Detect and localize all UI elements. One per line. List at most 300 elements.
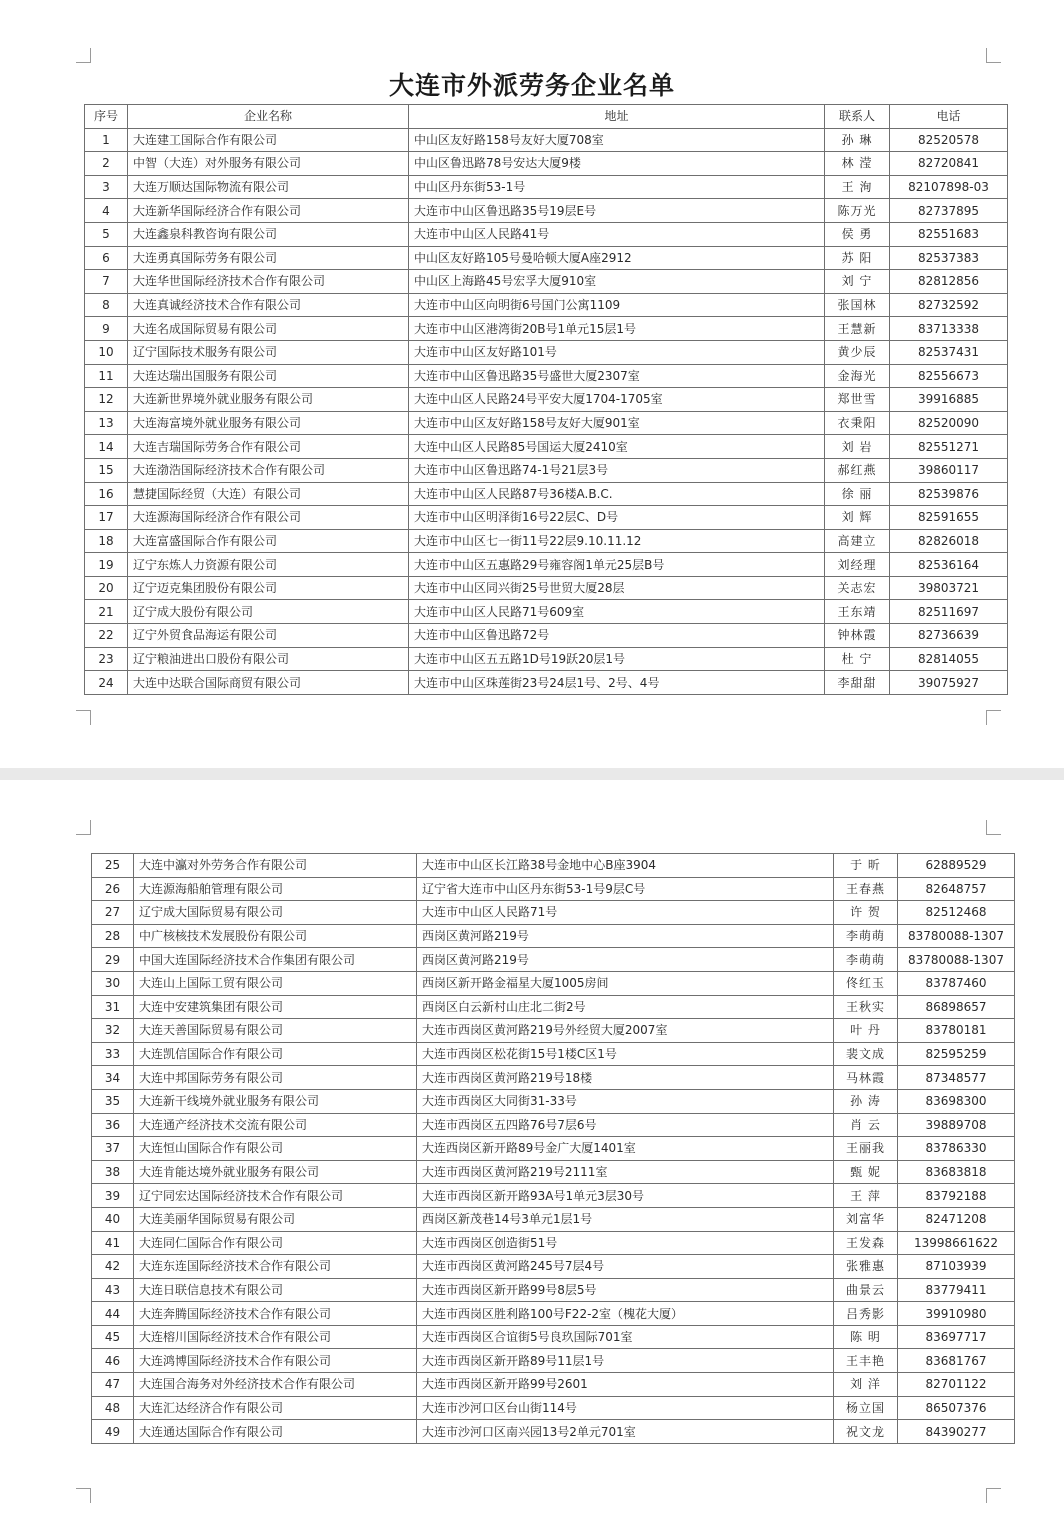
cell-address: 辽宁省大连市中山区丹东街53-1号9层C号: [417, 877, 834, 901]
cell-phone: 83698300: [898, 1089, 1015, 1113]
table-body: [92, 854, 1015, 1444]
cell-company-name: 大连国合海务对外经济技术合作有限公司: [134, 1373, 417, 1397]
table-row: [92, 1160, 1015, 1184]
cell-contact: 祝文龙: [834, 1420, 898, 1444]
cell-phone: 39860117: [890, 458, 1008, 482]
document-page-2: [0, 780, 1064, 1534]
cell-company-name: 大连新干线境外就业服务有限公司: [134, 1089, 417, 1113]
table-row: [92, 1089, 1015, 1113]
cell-contact: 陈 明: [834, 1325, 898, 1349]
table-row: [92, 1373, 1015, 1397]
cell-address: 大连市西岗区松花街15号1楼C区1号: [417, 1042, 834, 1066]
cell-number: 3: [85, 175, 128, 199]
cell-address: 大连中山区人民路85号国运大厦2410室: [409, 435, 825, 459]
cell-company-name: 大连达瑞出国服务有限公司: [128, 364, 409, 388]
cell-number: 47: [92, 1373, 134, 1397]
table-row: [85, 340, 1008, 364]
cell-contact: 李甜甜: [825, 671, 890, 695]
cell-company-name: 大连名成国际贸易有限公司: [128, 317, 409, 341]
cell-phone: 82107898-03: [890, 175, 1008, 199]
page-corner-mark: [986, 48, 1001, 63]
cell-phone: 83780088-1307: [898, 948, 1015, 972]
table-row: [92, 1019, 1015, 1043]
cell-company-name: 辽宁同宏达国际经济技术合作有限公司: [134, 1184, 417, 1208]
cell-company-name: 中广核核技术发展股份有限公司: [134, 924, 417, 948]
cell-company-name: 大连真诚经济技术合作有限公司: [128, 293, 409, 317]
cell-company-name: 辽宁迈克集团股份有限公司: [128, 576, 409, 600]
cell-phone: 83697717: [898, 1325, 1015, 1349]
cell-number: 22: [85, 624, 128, 648]
table-row: [92, 1349, 1015, 1373]
cell-phone: 83683818: [898, 1160, 1015, 1184]
cell-address: 大连市中山区珠莲街23号24层1号、2号、4号: [409, 671, 825, 695]
cell-contact: 叶 丹: [834, 1019, 898, 1043]
cell-address: 中山区鲁迅路78号安达大厦9楼: [409, 152, 825, 176]
cell-number: 1: [85, 128, 128, 152]
cell-phone: 82814055: [890, 647, 1008, 671]
cell-contact: 刘 宁: [825, 270, 890, 294]
cell-number: 49: [92, 1420, 134, 1444]
cell-company-name: 辽宁成大国际贸易有限公司: [134, 901, 417, 925]
cell-company-name: 大连源海船舶管理有限公司: [134, 877, 417, 901]
cell-phone: 82471208: [898, 1207, 1015, 1231]
cell-company-name: 辽宁外贸食品海运有限公司: [128, 624, 409, 648]
cell-address: 中山区友好路158号友好大厦708室: [409, 128, 825, 152]
cell-address: 大连市西岗区新开路99号2601: [417, 1373, 834, 1397]
table-row: [92, 1042, 1015, 1066]
cell-phone: 87348577: [898, 1066, 1015, 1090]
cell-number: 32: [92, 1019, 134, 1043]
table-row: [92, 1184, 1015, 1208]
cell-contact: 马林霞: [834, 1066, 898, 1090]
cell-phone: 82812856: [890, 270, 1008, 294]
cell-contact: 王秋实: [834, 995, 898, 1019]
cell-company-name: 大连日联信息技术有限公司: [134, 1278, 417, 1302]
cell-contact: 佟红玉: [834, 971, 898, 995]
cell-address: 大连市西岗区黄河路219号2111室: [417, 1160, 834, 1184]
cell-address: 大连市西岗区黄河路219号外经贸大厦2007室: [417, 1019, 834, 1043]
cell-contact: 孙 琳: [825, 128, 890, 152]
cell-address: 大连市中山区鲁迅路35号盛世大厦2307室: [409, 364, 825, 388]
header-address: 地址: [409, 105, 825, 129]
cell-address: 中山区上海路45号宏孚大厦910室: [409, 270, 825, 294]
table-row: [92, 971, 1015, 995]
cell-number: 2: [85, 152, 128, 176]
cell-number: 5: [85, 222, 128, 246]
cell-number: 20: [85, 576, 128, 600]
cell-contact: 刘经理: [825, 553, 890, 577]
cell-company-name: 大连天善国际贸易有限公司: [134, 1019, 417, 1043]
cell-number: 12: [85, 388, 128, 412]
cell-company-name: 大连勇真国际劳务有限公司: [128, 246, 409, 270]
cell-phone: 83780088-1307: [898, 924, 1015, 948]
cell-company-name: 辽宁成大股份有限公司: [128, 600, 409, 624]
cell-contact: 郝红燕: [825, 458, 890, 482]
cell-phone: 82732592: [890, 293, 1008, 317]
cell-phone: 82595259: [898, 1042, 1015, 1066]
cell-contact: 苏 阳: [825, 246, 890, 270]
cell-address: 大连市中山区人民路41号: [409, 222, 825, 246]
cell-phone: 83681767: [898, 1349, 1015, 1373]
table-row: [92, 924, 1015, 948]
cell-number: 11: [85, 364, 128, 388]
cell-address: 大连市中山区友好路158号友好大厦901室: [409, 411, 825, 435]
cell-address: 大连市中山区人民路87号36楼A.B.C.: [409, 482, 825, 506]
cell-address: 西岗区新开路金福星大厦1005房间: [417, 971, 834, 995]
cell-contact: 曲景云: [834, 1278, 898, 1302]
cell-number: 15: [85, 458, 128, 482]
cell-address: 西岗区黄河路219号: [417, 948, 834, 972]
table-row: [92, 1278, 1015, 1302]
cell-contact: 郑世雪: [825, 388, 890, 412]
cell-address: 大连西岗区新开路89号金广大厦1401室: [417, 1137, 834, 1161]
table-body: [85, 128, 1008, 694]
cell-contact: 王春燕: [834, 877, 898, 901]
cell-phone: 82537431: [890, 340, 1008, 364]
cell-contact: 刘 岩: [825, 435, 890, 459]
cell-address: 大连市西岗区五四路76号7层6号: [417, 1113, 834, 1137]
cell-number: 43: [92, 1278, 134, 1302]
cell-number: 14: [85, 435, 128, 459]
cell-company-name: 大连中瀛对外劳务合作有限公司: [134, 854, 417, 878]
cell-phone: 82520090: [890, 411, 1008, 435]
cell-company-name: 大连通达国际合作有限公司: [134, 1420, 417, 1444]
table-row: [92, 1231, 1015, 1255]
cell-number: 36: [92, 1113, 134, 1137]
cell-address: 大连市西岗区创造街51号: [417, 1231, 834, 1255]
cell-company-name: 大连海富境外就业服务有限公司: [128, 411, 409, 435]
cell-address: 大连市沙河口区南兴园13号2单元701室: [417, 1420, 834, 1444]
cell-number: 37: [92, 1137, 134, 1161]
cell-address: 大连市中山区人民路71号: [417, 901, 834, 925]
cell-company-name: 大连中安建筑集团有限公司: [134, 995, 417, 1019]
cell-phone: 83779411: [898, 1278, 1015, 1302]
cell-contact: 徐 丽: [825, 482, 890, 506]
cell-contact: 王 萍: [834, 1184, 898, 1208]
cell-address: 大连市中山区明泽街16号22层C、D号: [409, 506, 825, 530]
table-row: [92, 1255, 1015, 1279]
cell-phone: 83792188: [898, 1184, 1015, 1208]
cell-phone: 83787460: [898, 971, 1015, 995]
cell-company-name: 辽宁东炼人力资源有限公司: [128, 553, 409, 577]
cell-phone: 82537383: [890, 246, 1008, 270]
table-row: [85, 482, 1008, 506]
cell-phone: 39803721: [890, 576, 1008, 600]
cell-number: 23: [85, 647, 128, 671]
cell-number: 31: [92, 995, 134, 1019]
table-row: [92, 1137, 1015, 1161]
cell-phone: 39075927: [890, 671, 1008, 695]
table-row: [92, 1113, 1015, 1137]
cell-phone: 82648757: [898, 877, 1015, 901]
cell-phone: 83780181: [898, 1019, 1015, 1043]
cell-contact: 王发森: [834, 1231, 898, 1255]
cell-number: 35: [92, 1089, 134, 1113]
cell-contact: 张雅惠: [834, 1255, 898, 1279]
page-corner-mark: [986, 710, 1001, 725]
cell-address: 西岗区白云新村山庄北二街2号: [417, 995, 834, 1019]
table-row: [85, 553, 1008, 577]
cell-phone: 82720841: [890, 152, 1008, 176]
cell-address: 大连市中山区鲁迅路72号: [409, 624, 825, 648]
cell-number: 17: [85, 506, 128, 530]
cell-company-name: 大连鸿博国际经济技术合作有限公司: [134, 1349, 417, 1373]
header-company-name: 企业名称: [128, 105, 409, 129]
header-phone: 电话: [890, 105, 1008, 129]
cell-contact: 王丽我: [834, 1137, 898, 1161]
cell-company-name: 大连东连国际经济技术合作有限公司: [134, 1255, 417, 1279]
cell-number: 30: [92, 971, 134, 995]
cell-company-name: 慧捷国际经贸（大连）有限公司: [128, 482, 409, 506]
cell-address: 大连市西岗区黄河路219号18楼: [417, 1066, 834, 1090]
cell-phone: 83786330: [898, 1137, 1015, 1161]
cell-address: 大连市中山区五惠路29号雍容阁1单元25层B号: [409, 553, 825, 577]
cell-number: 28: [92, 924, 134, 948]
cell-phone: 82591655: [890, 506, 1008, 530]
table-row: [85, 317, 1008, 341]
cell-contact: 高建立: [825, 529, 890, 553]
cell-contact: 张国林: [825, 293, 890, 317]
cell-contact: 关志宏: [825, 576, 890, 600]
cell-phone: 82556673: [890, 364, 1008, 388]
table-row: [85, 458, 1008, 482]
cell-company-name: 大连同仁国际合作有限公司: [134, 1231, 417, 1255]
cell-address: 大连市西岗区新开路99号8层5号: [417, 1278, 834, 1302]
cell-company-name: 大连肯能达境外就业服务有限公司: [134, 1160, 417, 1184]
cell-number: 26: [92, 877, 134, 901]
cell-phone: 82536164: [890, 553, 1008, 577]
cell-company-name: 辽宁国际技术服务有限公司: [128, 340, 409, 364]
cell-contact: 王东靖: [825, 600, 890, 624]
cell-contact: 黄少辰: [825, 340, 890, 364]
cell-contact: 衣秉阳: [825, 411, 890, 435]
company-table: [91, 853, 1015, 1444]
cell-company-name: 大连新华国际经济合作有限公司: [128, 199, 409, 223]
cell-phone: 39916885: [890, 388, 1008, 412]
page-corner-mark: [76, 820, 91, 835]
page-corner-mark: [986, 820, 1001, 835]
cell-contact: 李萌萌: [834, 924, 898, 948]
cell-address: 中山区友好路105号曼哈顿大厦A座2912: [409, 246, 825, 270]
cell-number: 6: [85, 246, 128, 270]
cell-contact: 金海光: [825, 364, 890, 388]
cell-company-name: 大连山上国际工贸有限公司: [134, 971, 417, 995]
cell-number: 25: [92, 854, 134, 878]
cell-contact: 侯 勇: [825, 222, 890, 246]
cell-company-name: 大连建工国际合作有限公司: [128, 128, 409, 152]
cell-address: 大连市中山区同兴街25号世贸大厦28层: [409, 576, 825, 600]
cell-contact: 刘 洋: [834, 1373, 898, 1397]
table-row: [85, 152, 1008, 176]
cell-phone: 82511697: [890, 600, 1008, 624]
table-row: [92, 948, 1015, 972]
table-row: [85, 529, 1008, 553]
cell-number: 27: [92, 901, 134, 925]
cell-address: 大连市西岗区大同街31-33号: [417, 1089, 834, 1113]
cell-phone: 82701122: [898, 1373, 1015, 1397]
cell-company-name: 大连美丽华国际贸易有限公司: [134, 1207, 417, 1231]
cell-phone: 39910980: [898, 1302, 1015, 1326]
table-row: [85, 364, 1008, 388]
cell-phone: 82551271: [890, 435, 1008, 459]
cell-number: 48: [92, 1396, 134, 1420]
cell-company-name: 大连汇达经济合作有限公司: [134, 1396, 417, 1420]
cell-address: 大连市中山区向明街6号国门公寓1109: [409, 293, 825, 317]
header-no: 序号: [85, 105, 128, 129]
table-row: [92, 901, 1015, 925]
cell-address: 大连市中山区长江路38号金地中心B座3904: [417, 854, 834, 878]
page-corner-mark: [986, 1488, 1001, 1503]
cell-company-name: 大连奔腾国际经济技术合作有限公司: [134, 1302, 417, 1326]
cell-number: 9: [85, 317, 128, 341]
cell-address: 大连市中山区港湾街20B号1单元15层1号: [409, 317, 825, 341]
cell-phone: 62889529: [898, 854, 1015, 878]
cell-contact: 裴文成: [834, 1042, 898, 1066]
cell-contact: 甄 妮: [834, 1160, 898, 1184]
cell-company-name: 大连中达联合国际商贸有限公司: [128, 671, 409, 695]
cell-contact: 王慧新: [825, 317, 890, 341]
cell-contact: 王 洵: [825, 175, 890, 199]
table-row: [92, 1396, 1015, 1420]
cell-address: 大连市西岗区胜利路100号F22-2室（槐花大厦）: [417, 1302, 834, 1326]
table-row: [85, 671, 1008, 695]
cell-company-name: 中智（大连）对外服务有限公司: [128, 152, 409, 176]
cell-number: 44: [92, 1302, 134, 1326]
table-row: [92, 1302, 1015, 1326]
cell-phone: 82539876: [890, 482, 1008, 506]
cell-company-name: 大连万顺达国际物流有限公司: [128, 175, 409, 199]
table-row: [85, 175, 1008, 199]
cell-number: 24: [85, 671, 128, 695]
table-row: [85, 222, 1008, 246]
cell-number: 34: [92, 1066, 134, 1090]
cell-number: 7: [85, 270, 128, 294]
cell-address: 大连市中山区友好路101号: [409, 340, 825, 364]
cell-company-name: 大连源海国际经济合作有限公司: [128, 506, 409, 530]
cell-address: 大连市中山区鲁迅路74-1号21层3号: [409, 458, 825, 482]
cell-number: 33: [92, 1042, 134, 1066]
cell-contact: 许 贺: [834, 901, 898, 925]
cell-phone: 84390277: [898, 1420, 1015, 1444]
cell-address: 中山区丹东街53-1号: [409, 175, 825, 199]
cell-company-name: 大连中邦国际劳务有限公司: [134, 1066, 417, 1090]
cell-address: 大连市西岗区新开路93A号1单元3层30号: [417, 1184, 834, 1208]
cell-number: 41: [92, 1231, 134, 1255]
header-contact: 联系人: [825, 105, 890, 129]
cell-number: 40: [92, 1207, 134, 1231]
cell-phone: 87103939: [898, 1255, 1015, 1279]
table-row: [92, 854, 1015, 878]
page-title: 大连市外派劳务企业名单: [388, 71, 675, 100]
table-row: [85, 128, 1008, 152]
cell-contact: 刘富华: [834, 1207, 898, 1231]
cell-contact: 李萌萌: [834, 948, 898, 972]
cell-number: 16: [85, 482, 128, 506]
table-row: [85, 624, 1008, 648]
cell-contact: 于 昕: [834, 854, 898, 878]
cell-phone: 39889708: [898, 1113, 1015, 1137]
cell-phone: 83713338: [890, 317, 1008, 341]
cell-number: 18: [85, 529, 128, 553]
table-row: [85, 246, 1008, 270]
cell-contact: 杜 宁: [825, 647, 890, 671]
cell-number: 39: [92, 1184, 134, 1208]
cell-company-name: 大连凯信国际合作有限公司: [134, 1042, 417, 1066]
cell-address: 大连市西岗区黄河路245号7层4号: [417, 1255, 834, 1279]
cell-company-name: 大连富盛国际合作有限公司: [128, 529, 409, 553]
cell-address: 大连市沙河口区台山街114号: [417, 1396, 834, 1420]
cell-address: 大连市中山区鲁迅路35号19层E号: [409, 199, 825, 223]
table-header-row: [85, 105, 1008, 129]
cell-number: 21: [85, 600, 128, 624]
cell-company-name: 大连鑫泉科教咨询有限公司: [128, 222, 409, 246]
table-row: [85, 647, 1008, 671]
cell-contact: 孙 涛: [834, 1089, 898, 1113]
cell-contact: 肖 云: [834, 1113, 898, 1137]
cell-address: 大连市西岗区合谊街5号良玖国际701室: [417, 1325, 834, 1349]
table-row: [85, 506, 1008, 530]
cell-contact: 林 滢: [825, 152, 890, 176]
cell-phone: 82737895: [890, 199, 1008, 223]
cell-number: 10: [85, 340, 128, 364]
table-row: [85, 576, 1008, 600]
cell-number: 45: [92, 1325, 134, 1349]
table-row: [92, 995, 1015, 1019]
cell-address: 西岗区新茂巷14号3单元1层1号: [417, 1207, 834, 1231]
table-row: [85, 270, 1008, 294]
cell-number: 42: [92, 1255, 134, 1279]
cell-number: 13: [85, 411, 128, 435]
cell-number: 29: [92, 948, 134, 972]
cell-contact: 杨立国: [834, 1396, 898, 1420]
cell-phone: 13998661622: [898, 1231, 1015, 1255]
table-row: [85, 388, 1008, 412]
cell-company-name: 辽宁粮油进出口股份有限公司: [128, 647, 409, 671]
table-row: [92, 1325, 1015, 1349]
table-row: [85, 293, 1008, 317]
cell-company-name: 大连吉瑞国际劳务合作有限公司: [128, 435, 409, 459]
cell-phone: 82512468: [898, 901, 1015, 925]
cell-phone: 82736639: [890, 624, 1008, 648]
cell-address: 大连市西岗区新开路89号11层1号: [417, 1349, 834, 1373]
page-corner-mark: [76, 710, 91, 725]
table-row: [92, 877, 1015, 901]
cell-phone: 86507376: [898, 1396, 1015, 1420]
cell-number: 19: [85, 553, 128, 577]
cell-phone: 82826018: [890, 529, 1008, 553]
table-row: [85, 435, 1008, 459]
cell-company-name: 大连渤浩国际经济技术合作有限公司: [128, 458, 409, 482]
cell-number: 8: [85, 293, 128, 317]
cell-contact: 陈万光: [825, 199, 890, 223]
cell-address: 大连市中山区人民路71号609室: [409, 600, 825, 624]
cell-address: 西岗区黄河路219号: [417, 924, 834, 948]
table-row: [92, 1066, 1015, 1090]
cell-company-name: 大连华世国际经济技术合作有限公司: [128, 270, 409, 294]
cell-company-name: 中国大连国际经济技术合作集团有限公司: [134, 948, 417, 972]
cell-contact: 钟林霞: [825, 624, 890, 648]
table-row: [85, 199, 1008, 223]
cell-company-name: 大连恒山国际合作有限公司: [134, 1137, 417, 1161]
cell-contact: 刘 辉: [825, 506, 890, 530]
cell-contact: 吕秀影: [834, 1302, 898, 1326]
table-row: [92, 1207, 1015, 1231]
cell-company-name: 大连通产经济技术交流有限公司: [134, 1113, 417, 1137]
cell-phone: 82520578: [890, 128, 1008, 152]
cell-company-name: 大连新世界境外就业服务有限公司: [128, 388, 409, 412]
company-table: [84, 104, 1008, 695]
cell-address: 大连市中山区五五路1D号19跃20层1号: [409, 647, 825, 671]
